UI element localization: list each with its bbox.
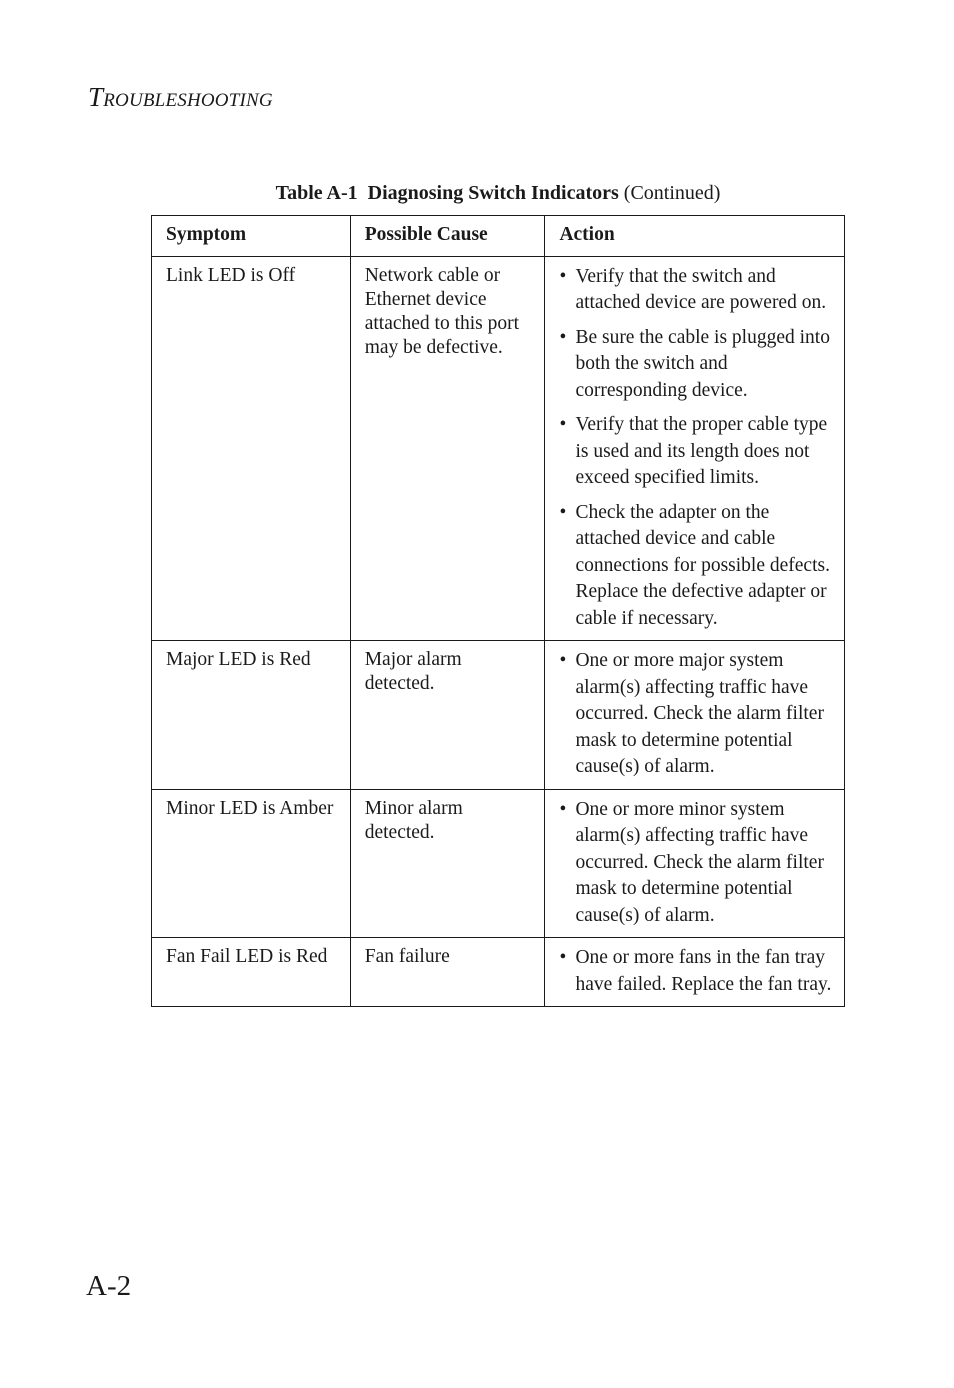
running-head-rest: ROUBLESHOOTING [103,90,273,111]
cause-cell: Network cable or Ethernet device attached to this port may be defective. [350,256,545,641]
diagnosis-table [151,215,845,1007]
action-cell [545,938,845,1007]
action-text: Verify that the switch and attached device are powered on. [575,265,827,313]
table-row [152,256,845,641]
action-list [559,945,832,998]
action-item [559,412,832,492]
action-item [559,264,832,317]
action-text: Check the adapter on the attached device and cable connections for possible defects. Replace the defective adapter or cable if necessary. [575,501,830,629]
action-item [559,797,832,930]
bullet-icon: • [559,326,567,348]
bullet-icon: • [559,947,567,968]
symptom-cell: Fan Fail LED is Red [152,938,351,1007]
bullet-icon: • [559,265,567,287]
action-item [559,500,832,633]
cause-cell: Major alarm detected. [350,641,545,790]
table-caption [151,181,845,205]
symptom-cell: Major LED is Red [152,641,351,790]
bullet-icon: • [559,414,567,435]
action-text: One or more major system alarm(s) affecting traffic have occurred. Check the alarm filter mask to determine potential cause(s) of alarm. [575,650,824,777]
action-cell [545,789,845,938]
cause-cell: Fan failure [350,938,545,1007]
action-text: One or more minor system alarm(s) affecting traffic have occurred. Check the alarm filter mask to determine potential cause(s) of alarm. [575,798,824,926]
caption-suffix: (Continued) [623,182,721,204]
bullet-icon: • [559,650,567,671]
action-item [559,648,832,781]
bullet-icon: • [559,798,567,820]
action-item [559,945,832,998]
caption-label: Table A-1 [275,182,358,204]
symptom-cell: Link LED is Off [152,256,351,641]
symptom-cell: Minor LED is Amber [152,789,351,938]
action-list [559,797,832,930]
caption-title: Diagnosing Switch Indicators [367,182,619,204]
bullet-icon: • [559,501,567,523]
action-text: Be sure the cable is plugged into both the switch and corresponding device. [575,326,830,401]
table-row [152,641,845,790]
action-text: One or more fans in the fan tray have failed. Replace the fan tray. [575,947,832,995]
table-row [152,789,845,938]
action-text: Verify that the proper cable type is used and its length does not exceed specified limits. [575,414,828,488]
table-row [152,938,845,1007]
running-head-initial: T [88,82,104,112]
header-possible-cause: Possible Cause [350,216,545,257]
page-number: A-2 [86,1270,132,1302]
cause-cell: Minor alarm detected. [350,789,545,938]
table-header-row [152,216,845,257]
action-list [559,264,832,633]
action-item [559,325,832,405]
header-action: Action [545,216,845,257]
running-head [88,84,273,111]
header-symptom: Symptom [152,216,351,257]
action-list [559,648,832,781]
action-cell [545,256,845,641]
action-cell [545,641,845,790]
